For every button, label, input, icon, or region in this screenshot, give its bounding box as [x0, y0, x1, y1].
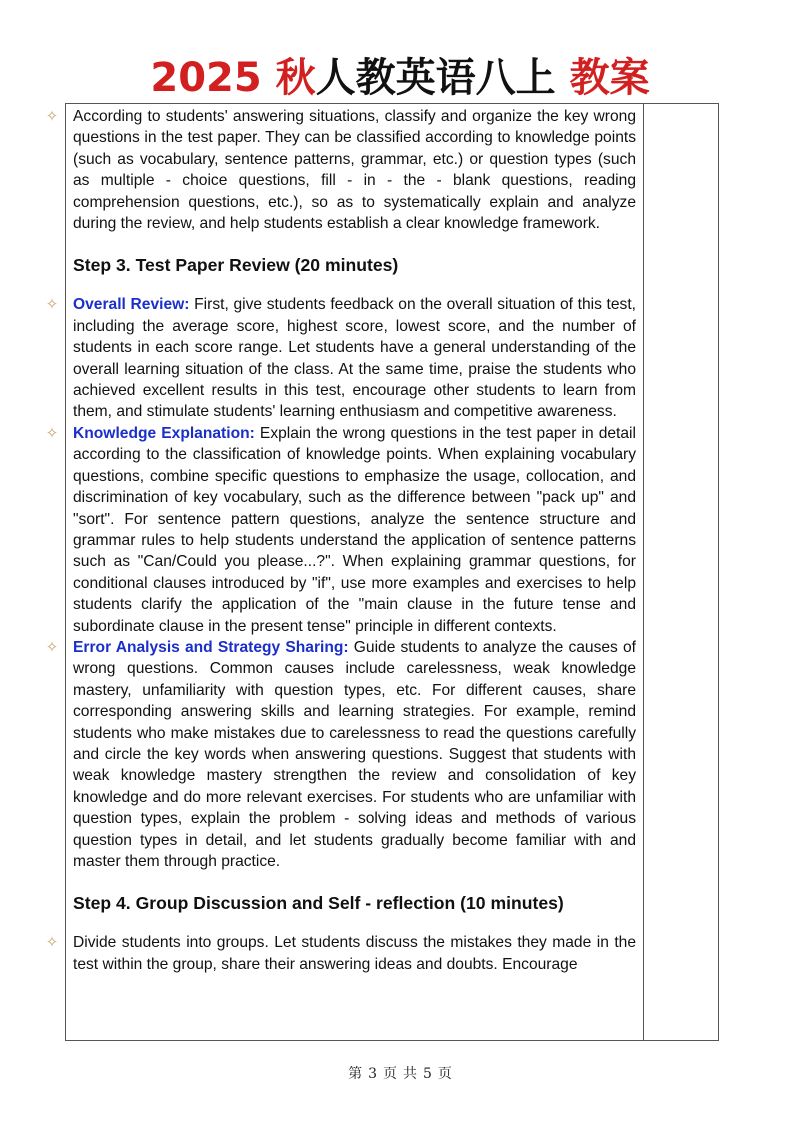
column-divider: [643, 104, 644, 1040]
lead-overall-review: Overall Review:: [73, 296, 190, 314]
paragraph-text: Divide students into groups. Let students discuss the mistakes they made in the test within the group, share their answering ideas and doubts. Encourage: [73, 934, 636, 973]
step-4-heading: Step 4. Group Discussion and Self - reflection (10 minutes): [73, 893, 564, 914]
paragraph-text: Guide students to analyze the causes of wrong questions. Common causes include carelessness, weak knowledge mastery, unfamiliarity with question types, etc. For different causes, share corresponding answering skills and learning strategies. For example, remind students who make mistakes due to carelessness to read the questions carefully and circle the key words when answering questions. Suggest that students with weak knowledge mastery strengthen the review and consolidation of key knowledge and do more relevant exercises. For students who are unfamiliar with question types, explain the problem - solving ideas and methods of various question types in detail, and let students gradually become familiar with and master them through practice.: [73, 638, 637, 870]
lead-error-analysis: Error Analysis and Strategy Sharing:: [73, 638, 349, 656]
footer-total-word: 共: [403, 1066, 417, 1082]
diamond-star-icon: ✧: [45, 107, 59, 125]
paragraph-knowledge-explanation: [45, 423, 636, 637]
footer-suffix: 页: [437, 1066, 452, 1082]
title-type: 教案: [555, 55, 650, 101]
title-year: 2025 秋: [150, 55, 316, 101]
paragraph-text: According to students' answering situations, classify and organize the key wrong questions in the test paper. They can be classified according to knowledge points (such as vocabulary, sentence patterns, grammar, etc.) or question types (such as multiple - choice questions, fill - in - the - blank questions, reading comprehension questions, etc.), so as to systematically explain and analyze during the review, and help students establish a clear knowledge framework.: [73, 108, 636, 233]
paragraph-overall-review: [45, 294, 637, 422]
footer-prefix: 第: [348, 1066, 363, 1082]
footer-total-pages: 5: [423, 1066, 432, 1082]
diamond-star-icon: ✧: [45, 295, 59, 314]
footer-page-word: 页: [383, 1066, 397, 1082]
lead-knowledge-explanation: Knowledge Explanation:: [73, 424, 255, 442]
footer-current-page: 3: [368, 1066, 377, 1082]
page-title: [0, 52, 800, 104]
page-footer: [0, 1063, 800, 1083]
diamond-star-icon: ✧: [45, 637, 59, 656]
diamond-star-icon: ✧: [45, 933, 59, 952]
title-subject: 人教英语八上: [315, 55, 556, 101]
paragraph-text: Explain the wrong questions in the test paper in detail according to the classification of knowledge points. When explaining vocabulary questions, combine specific questions to emphasize the usage, collocation, and discrimination of key vocabulary, such as the difference between "pack up" and "sort". For sentence pattern questions, analyze the sentence structure and grammar rules to help students understand the application of sentence patterns such as "Can/Could you please...?". When explaining grammar questions, for conditional clauses introduced by "if", use more examples and exercises to help students clarify the application of the "main clause in the future tense and subordinate clause in the present tense" principle in different contexts.: [73, 424, 636, 635]
content-cell: [45, 106, 637, 975]
paragraph-group-discussion: [45, 932, 636, 975]
lesson-plan-table: [45, 103, 719, 1041]
diamond-star-icon: ✧: [45, 423, 59, 442]
paragraph-error-analysis: [45, 637, 637, 872]
paragraph-text: First, give students feedback on the overall situation of this test, including the average score, highest score, lowest score, and the number of students in each score range. Let students have a general understanding of the overall learning situation of the class. At the same time, praise the students who achieved excellent results in this test, encourage other students to learn from them, and stimulate students' learning enthusiasm and competitive awareness.: [73, 296, 637, 421]
paragraph-classify: [45, 106, 636, 234]
step-3-heading: Step 3. Test Paper Review (20 minutes): [73, 255, 399, 276]
